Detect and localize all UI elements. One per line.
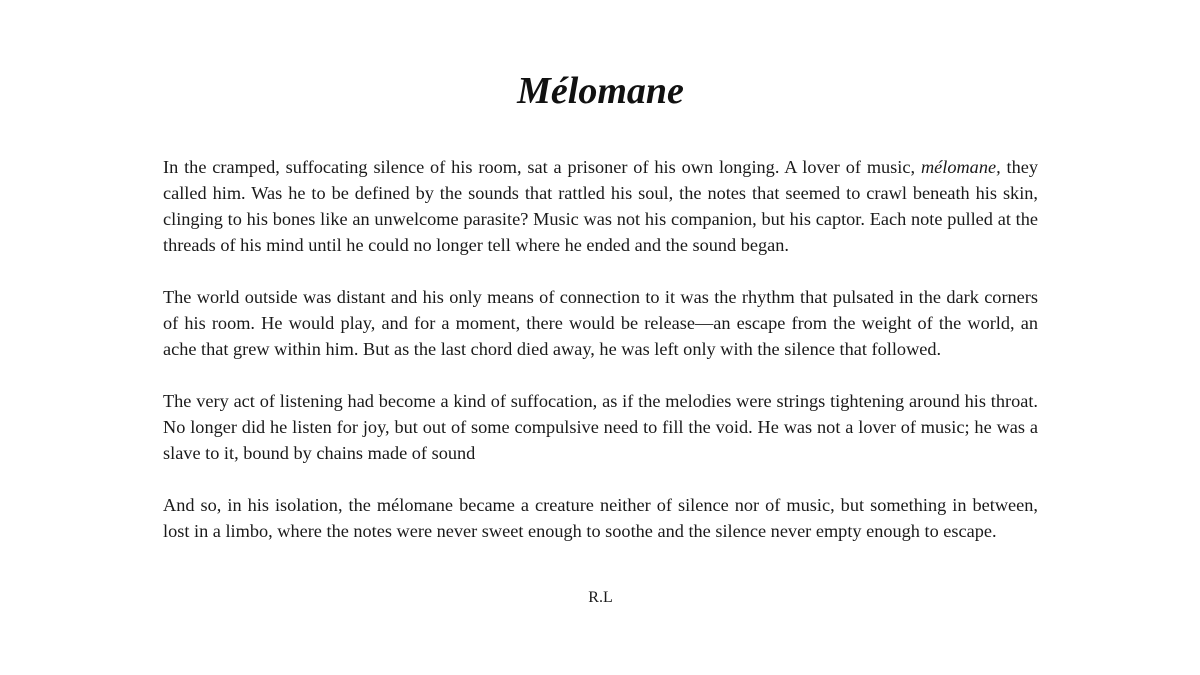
paragraph-1-text-start: In the cramped, suffocating silence of his room, sat a prisoner of his own longing. A lover of music, xyxy=(163,157,921,177)
paragraph-1-text-end: they called him. Was he to be defined by the sounds that rattled his soul, the notes that seemed to crawl beneath his skin, clinging to his bones like an unwelcome parasite? Music was not his companion, but his captor. Each note pulled at the threads of his mind until he could no longer tell where he ended and the sound began. xyxy=(163,157,1038,255)
paragraph-2: The world outside was distant and his only means of connection to it was the rhythm that pulsated in the dark corners of his room. He would play, and for a moment, there would be release—an escape from the weight of the world, an ache that grew within him. But as the last chord died away, he was left only with the silence that followed. xyxy=(163,287,1038,359)
paragraph-1-emphasis: mélomane, xyxy=(920,157,1001,177)
paragraph-1 xyxy=(163,154,1038,258)
document-body xyxy=(163,154,1038,570)
paragraph-4: And so, in his isolation, the mélomane became a creature neither of silence nor of music, but something in between, lost in a limbo, where the notes were never sweet enough to soothe and the silence never empty enough to escape. xyxy=(163,495,1038,541)
paragraph-3: The very act of listening had become a kind of suffocation, as if the melodies were strings tightening around his throat. No longer did he listen for joy, but out of some compulsive need to fill the void. He was not a lover of music; he was a slave to it, bound by chains made of sound xyxy=(163,391,1038,463)
document-title: Mélomane xyxy=(517,70,684,112)
author-signature: R.L xyxy=(588,589,613,606)
